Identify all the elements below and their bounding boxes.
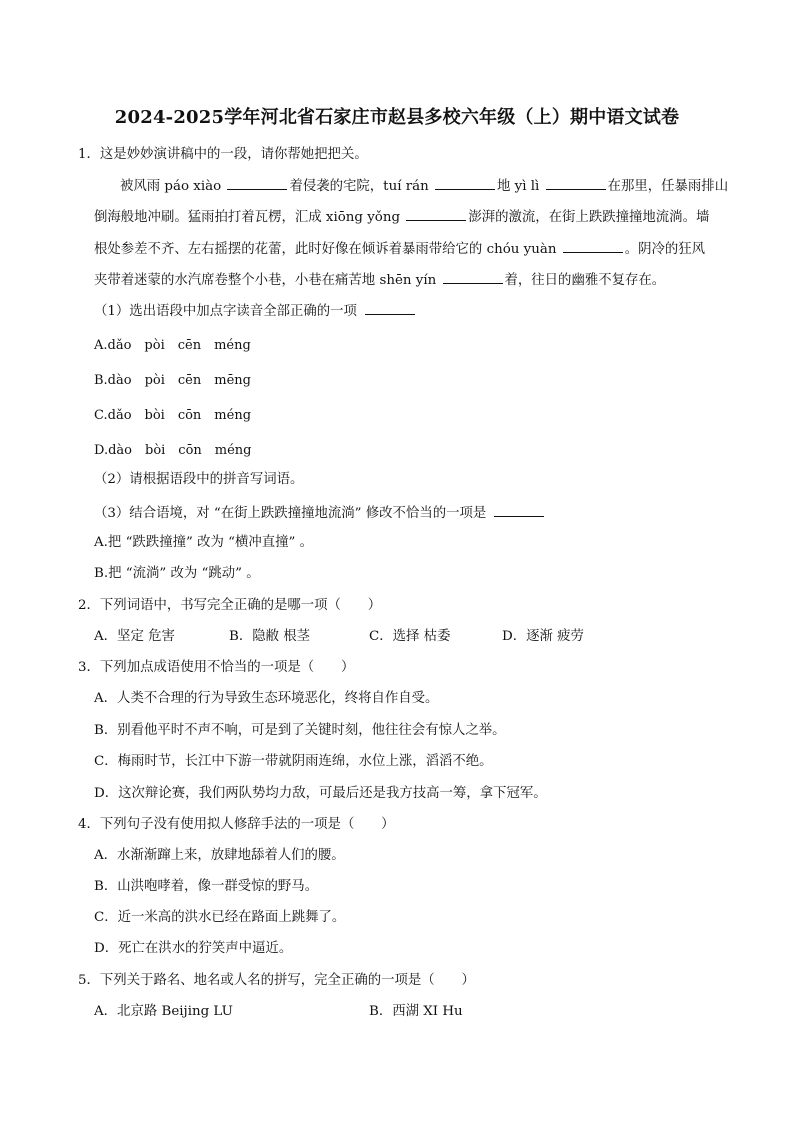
- q1-sub3: [94, 503, 546, 523]
- para-text: 在那里，任暴雨排山: [607, 179, 729, 194]
- q4-option-a: A．水渐渐蹿上来，放肆地舔着人们的腰。: [94, 848, 345, 863]
- q1-sub3-option-b: B.把 “流淌” 改为 “跳动” 。: [94, 566, 260, 581]
- q4-option-d: D．死亡在洪水的狞笑声中逼近。: [94, 941, 293, 956]
- answer-blank[interactable]: [443, 270, 503, 284]
- q5-option-b: B．西湖 XI Hu: [369, 1004, 463, 1019]
- answer-blank[interactable]: [435, 176, 495, 190]
- q4-stem: 4．下列句子没有使用拟人修辞手法的一项是（ ）: [78, 817, 395, 832]
- q4-option-c: C．近一米高的洪水已经在路面上跳舞了。: [94, 910, 346, 925]
- q2-option-a: A．坚定 危害: [94, 629, 175, 644]
- q1-sub1: [94, 301, 417, 321]
- q2-option-c: C．选择 枯委: [369, 629, 451, 644]
- answer-blank[interactable]: [406, 207, 466, 221]
- para-text: 着侵袭的宅院，tuí rán: [289, 179, 433, 194]
- q3-option-b: B．别看他平时不声不响，可是到了关键时刻，他往往会有惊人之举。: [94, 723, 506, 738]
- sub-question-text: （3）结合语境，对 “在街上跌跌撞撞地流淌” 修改不恰当的一项是: [94, 506, 487, 521]
- para-text: 着，往日的幽雅不复存在。: [504, 273, 666, 288]
- q1-sub1-option-b: B.dào pòi cēn mēng: [94, 373, 251, 388]
- answer-blank[interactable]: [546, 176, 606, 190]
- q1-sub3-option-a: A.把 “跌跌撞撞” 改为 “横冲直撞” 。: [94, 535, 314, 550]
- para-text: 地 yì lì: [497, 179, 544, 194]
- q1-para-line-4: [94, 270, 665, 290]
- para-text: 澎湃的激流，在街上跌跌撞撞地流淌。墙: [468, 210, 710, 225]
- q5-option-a: A．北京路 Beijing LU: [94, 1004, 233, 1019]
- q1-sub1-option-a: A.dǎo pòi cēn méng: [94, 338, 251, 353]
- q2-option-d: D．逐渐 疲劳: [502, 629, 584, 644]
- para-text: 倒海般地冲刷。猛雨拍打着瓦楞，汇成 xiōng yǒng: [94, 210, 405, 225]
- para-text: 。阴冷的狂风: [624, 242, 706, 257]
- sub-question-text: （1）选出语段中加点字读音全部正确的一项: [94, 304, 357, 319]
- q1-sub1-option-c: C.dǎo bòi cōn méng: [94, 408, 252, 423]
- page-title: 2024-2025学年河北省石家庄市赵县多校六年级（上）期中语文试卷: [114, 107, 680, 128]
- q2-option-b: B．隐敝 根茎: [229, 629, 311, 644]
- para-text: 被风雨 páo xiào: [120, 179, 226, 194]
- q5-stem: 5．下列关于路名、地名或人名的拼写，完全正确的一项是（ ）: [78, 973, 475, 988]
- para-text: 夹带着迷蒙的水汽席卷整个小巷，小巷在痛苦地 shēn yín: [94, 273, 441, 288]
- q1-sub1-option-d: D.dào bòi cōn méng: [94, 443, 252, 458]
- q1-para-line-1: [120, 176, 728, 196]
- answer-blank[interactable]: [563, 239, 623, 253]
- answer-blank[interactable]: [227, 176, 287, 190]
- q2-stem: 2．下列词语中，书写完全正确的是哪一项（ ）: [78, 598, 382, 613]
- q1-sub2: （2）请根据语段中的拼音写词语。: [94, 472, 304, 487]
- q1-para-line-2: [94, 207, 709, 227]
- para-text: 根处参差不齐、左右摇摆的花蕾，此时好像在倾诉着暴雨带给它的 chóu yuàn: [94, 242, 561, 257]
- q3-option-a: A．人类不合理的行为导致生态环境恶化，终将自作自受。: [94, 691, 439, 706]
- answer-blank[interactable]: [494, 503, 544, 517]
- q3-stem: 3．下列加点成语使用不恰当的一项是（ ）: [78, 660, 355, 675]
- q4-option-b: B．山洪咆哮着，像一群受惊的野马。: [94, 879, 319, 894]
- q3-option-d: D．这次辩论赛，我们两队势均力敌，可最后还是我方技高一筹，拿下冠军。: [94, 786, 547, 801]
- answer-blank[interactable]: [365, 301, 415, 315]
- q1-para-line-3: [94, 239, 705, 259]
- q1-stem: 1．这是妙妙演讲稿中的一段，请你帮她把把关。: [78, 147, 368, 162]
- q3-option-c: C．梅雨时节，长江中下游一带就阴雨连绵，水位上涨，滔滔不绝。: [94, 754, 493, 769]
